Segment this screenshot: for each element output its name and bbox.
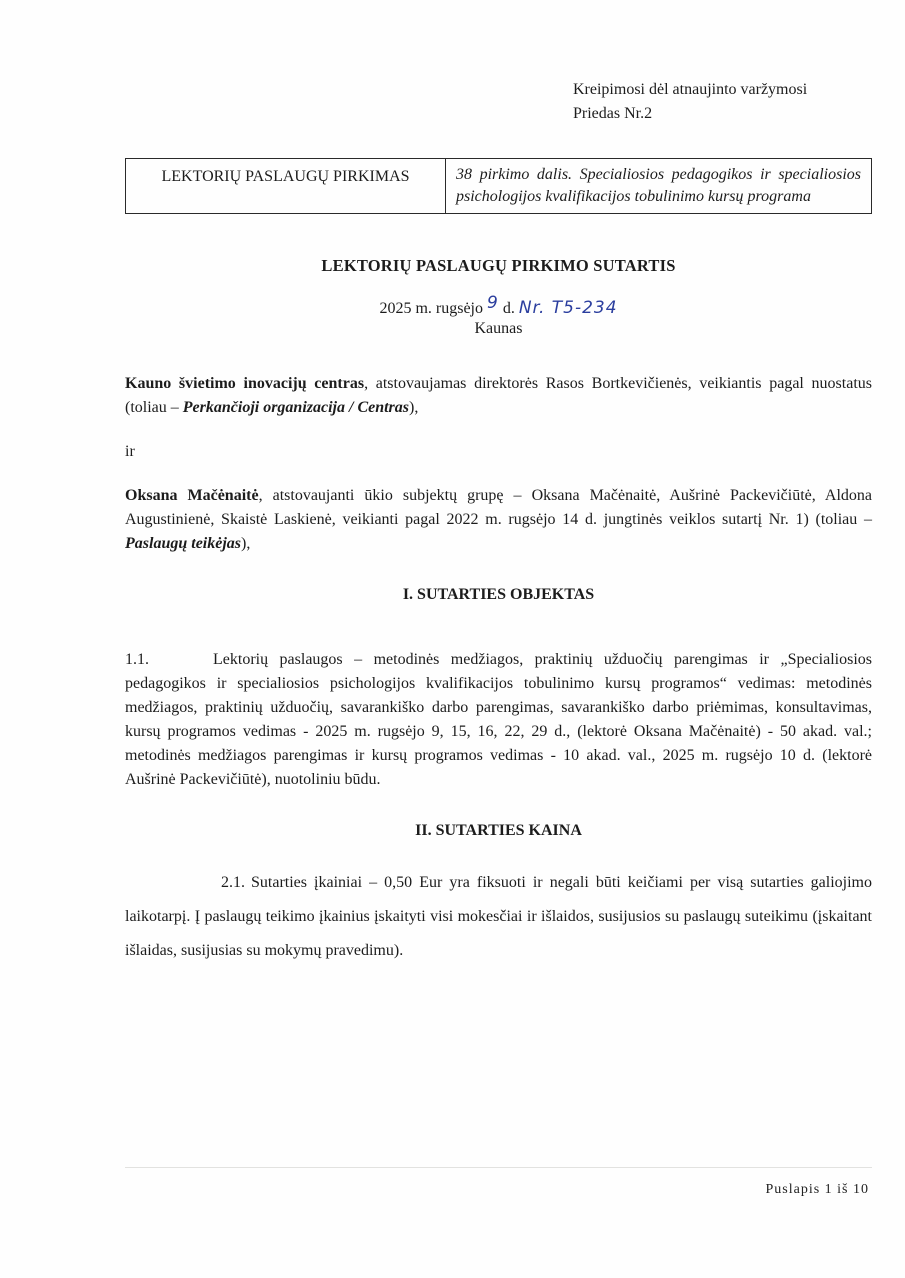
conjunction-text: ir (125, 443, 135, 460)
contract-city: Kaunas (474, 320, 523, 337)
party2-paragraph (125, 484, 872, 556)
procurement-reference-table (125, 158, 872, 214)
clause-2-1-text: Sutarties įkainiai – 0,50 Eur yra fiksuoti ir negali būti keičiami per visą sutarties galiojimo laikotarpį. Į paslaugų teikimo įkainius įskaityti visi mokesčiai ir išlaidos, susijusios su paslaugų suteikimu (įskaitant išlaidas, susijusias su mokymų pravedimu). (125, 874, 872, 959)
date-middle: d. (502, 300, 515, 317)
clause-1-1-number: 1.1. (125, 651, 149, 668)
contract-date-line (125, 293, 872, 318)
party2-text2: ), (241, 535, 251, 552)
reference-line-1: Kreipimosi dėl atnaujinto varžymosi (573, 81, 808, 98)
party1-text1: , atstovaujamas direktorės Rasos Bortkevičienės, veikiantis pagal nuostatus (toliau – (125, 375, 872, 416)
party2-text1: , atstovaujanti ūkio subjektų grupę – Oksana Mačėnaitė, Aušrinė Packevičiūtė, Aldona Augustinienė, Skaistė Laskienė, veikianti pagal 2022 m. rugsėjo 14 d. jungtinės veiklos sutartį Nr. 1) (toliau – (125, 487, 873, 528)
party1-paragraph (125, 372, 872, 420)
clause-2-1-paragraph (125, 866, 872, 968)
party1-text2: ), (409, 399, 419, 416)
contract-title: LEKTORIŲ PASLAUGŲ PIRKIMO SUTARTIS (321, 256, 676, 275)
clause-2-1-number: 2.1. (221, 874, 245, 891)
date-prefix: 2025 m. rugsėjo (379, 300, 483, 317)
clause-1-1-paragraph (125, 648, 872, 792)
reference-line-2: Priedas Nr.2 (573, 105, 653, 122)
section1-heading: I. SUTARTIES OBJEKTAS (402, 586, 595, 603)
procurement-part-cell: 38 pirkimo dalis. Specialiosios pedagogikos ir specialiosios psichologijos kvalifikacijos tobulinimo kursų programa (446, 159, 872, 214)
party1-alias: Perkančioji organizacija / Centras (182, 399, 410, 416)
party1-name: Kauno švietimo inovacijų centras (125, 375, 365, 392)
document-reference-header (573, 78, 872, 126)
party2-name: Oksana Mačėnaitė (125, 487, 259, 504)
procurement-name-cell: LEKTORIŲ PASLAUGŲ PIRKIMAS (126, 159, 446, 214)
table-row (126, 159, 872, 214)
party2-alias: Paslaugų teikėjas (125, 535, 242, 552)
section2-heading: II. SUTARTIES KAINA (415, 822, 582, 839)
handwritten-day: 9 (486, 293, 499, 313)
clause-1-1-text: Lektorių paslaugos – metodinės medžiagos, praktinių užduočių parengimas ir „Specialiosios pedagogikos ir specialiosios psichologijos kvalifikacijos tobulinimo kursų programos“ vedimas: metodinės medžiagos, praktinių užduočių, savarankiško darbo parengimas, savarankiško darbo priėmimas, konsultavimas, kursų programos vedimas - 2025 m. rugsėjo 9, 15, 16, 22, 29 d., (lektorė Oksana Mačėnaitė) - 50 akad. val.; metodinės medžiagos parengimas ir kursų programos vedimas - 10 akad. val., 2025 m. rugsėjo 10 d. (lektorė Aušrinė Packevičiūtė), nuotoliniu būdu. (125, 651, 872, 788)
page-number-label: Puslapis 1 iš 10 (765, 1182, 869, 1197)
page-content (125, 0, 872, 968)
handwritten-contract-number: Nr. T5-234 (518, 298, 618, 318)
footer-divider (125, 1167, 872, 1168)
